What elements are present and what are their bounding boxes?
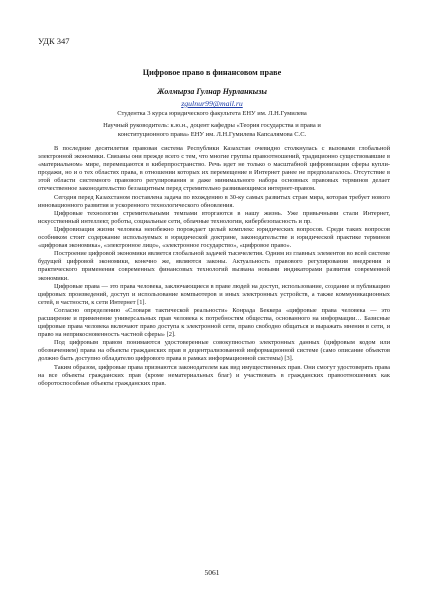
body-paragraph: Согласно определению «Словаря тактической реальности» Конрада Беккера «цифровые права человека — это расширение и применение универсальных прав человека к потребностям общества, основанного на информации… Базисные цифровые права человека включают право доступа к электронной сети, право свободно общаться и выражать мнения в сети, и право на неприкосновенность частной сферы» [2]. xyxy=(38,306,390,339)
paper-title: Цифровое право в финансовом праве xyxy=(142,68,282,77)
scientific-advisor: Научный руководитель: к.ю.н., доцент кафедры «Теория государства и права и конституционного права» ЕНУ им. Л.Н.Гумилева Капсалямова С.С. xyxy=(103,122,321,138)
body-paragraph: Таким образом, цифровые права признаются законодателем как вид имущественных прав. Они смогут удостоверять права на все объекты гражданских прав (кроме нематериальных благ) и участвовать в гражданских правоотношениях как оборотоспособные объекты гражданских прав. xyxy=(38,363,390,387)
author-email-link[interactable]: zgulnur99@mail.ru xyxy=(181,99,243,108)
body-paragraph: Под цифровым правом понимаются удостоверенные совокупностью электронных данных (цифровым кодом или обозначением) права на объекты гражданских прав в децентрализованной информационной системе (само описание объектов должно быть доступно обладателю цифрового права в рамках информационной системы) [3]. xyxy=(38,339,390,363)
body-paragraph: В последние десятилетия правовая система Республики Казахстан очевидно столкнулась с вызовами глобальной электронной экономики. Связаны они прежде всего с тем, что многие группы правоотношений, традиционно существовавшие в «материальном» мире, перемещаются в киберпространство. Речь идет не только о масштабной цифровизации сферы купли-продажи, но и о тех областях права, в отношении которых их перемещение в Интернет ранее не предполагалось. Отсутствие в этой области системного правового регулирования и даже минимального набора основных правовых терминов делает отечественное законодательство беззащитным перед стремительно развивающимся интернет-правом. xyxy=(38,145,390,193)
author-name: Жолмырза Гулнар Нурланкызы xyxy=(157,87,267,96)
paper-body xyxy=(38,145,390,388)
body-paragraph: Цифровизация жизни человека неизбежно порождает целый комплекс юридических вопросов. Среди таких вопросов особняком стоит содержание используемых в юридической доктрине, законодательстве и юридической практике терминов «цифровая экономика», «электронное лицо», «электронное государство», «цифровое право». xyxy=(38,225,390,250)
body-paragraph: Цифровые права — это права человека, заключающиеся в праве людей на доступ, использование, создание и публикацию цифровых произведений, доступ и использование компьютеров и иных электронных устройств, а также коммуникационных сетей, в частности, к сети Интернет [1]. xyxy=(38,282,390,306)
author-affiliation: Студентка 3 курса юридического факультета ЕНУ им. Л.Н.Гумилева xyxy=(117,110,307,117)
page-number: 5061 xyxy=(204,568,220,577)
udc-code: УДК 347 xyxy=(38,36,70,46)
body-paragraph: Построение цифровой экономики является глобальной задачей тысячелетия. Одним из главных элементов во всей системе будущей цифровой экономики, конечно же, являются законы. Актуальность правового регулирования внедрения и практического применения современных финансовых технологий вызвана новыми индикаторами развития современной экономики. xyxy=(38,250,390,282)
body-paragraph: Сегодня перед Казахстаном поставлена задача по вхождению в 30-ку самых развитых стран мира, которая требует нового инновационного развития и ускоренного технологического обновления. xyxy=(38,193,390,209)
body-paragraph: Цифровые технологии стремительными темпами вторгаются в нашу жизнь. Уже привычными стали Интернет, искусственный интеллект, роботы, социальные сети, облачные технологии, кибербезопасность и пр. xyxy=(38,209,390,225)
